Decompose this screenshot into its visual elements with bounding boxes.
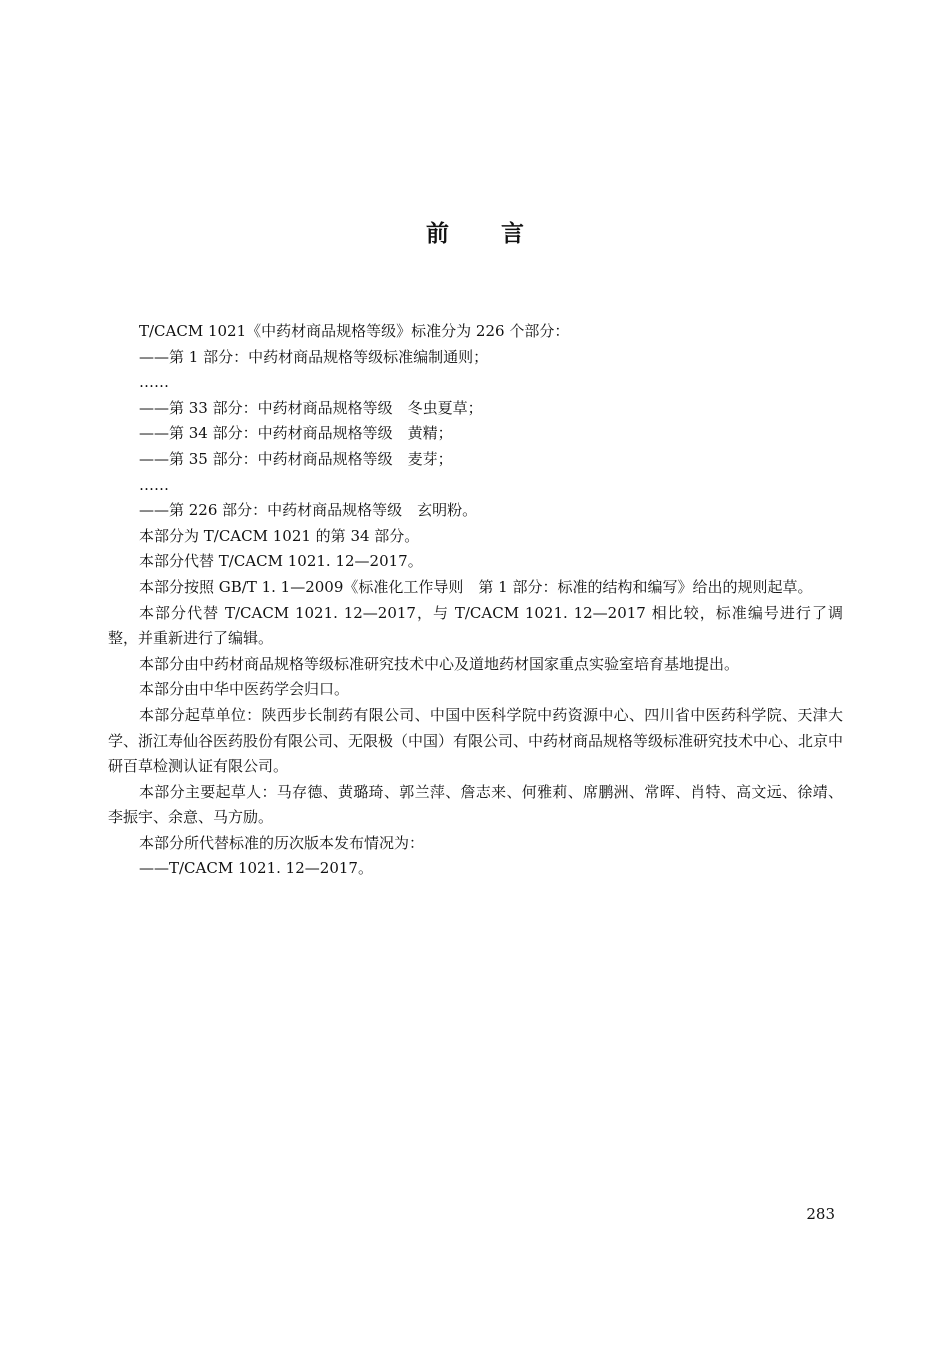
foreword-body <box>108 319 843 882</box>
paragraph-changes: 本部分代替 T/CACM 1021. 12—2017，与 T/CACM 1021. 12—2017 相比较，标准编号进行了调整，并重新进行了编辑。 <box>108 603 843 648</box>
paragraph-administrator: 本部分由中华中医药学会归口。 <box>139 680 350 699</box>
title-char-1: 前 <box>426 221 449 247</box>
part-list-item: ——第 226 部分：中药材商品规格等级 玄明粉。 <box>139 501 478 520</box>
part-list-item: ——第 34 部分：中药材商品规格等级 黄精； <box>139 424 453 443</box>
part-list-item: ——第 1 部分：中药材商品规格等级标准编制通则； <box>139 347 489 366</box>
paragraph-proposer: 本部分由中药材商品规格等级标准研究技术中心及道地药材国家重点实验室培育基地提出。 <box>139 654 740 673</box>
history-list-item: ——T/CACM 1021. 12—2017。 <box>139 859 373 878</box>
part-list-item: ——第 35 部分：中药材商品规格等级 麦芽； <box>139 449 453 468</box>
paragraph-drafting-rules: 本部分按照 GB/T 1. 1—2009《标准化工作导则 第 1 部分：标准的结构和编写》给出的规则起草。 <box>139 577 813 596</box>
page-number: 283 <box>806 1205 835 1223</box>
part-list-item: ——第 33 部分：中药材商品规格等级 冬虫夏草； <box>139 398 483 417</box>
paragraph-drafters: 本部分主要起草人：马存德、黄璐琦、郭兰萍、詹志来、何雅莉、席鹏洲、常晖、肖特、高文远、徐靖、李振宇、余意、马方励。 <box>108 782 843 827</box>
title-char-2: 言 <box>501 221 524 247</box>
paragraph-part-number: 本部分为 T/CACM 1021 的第 34 部分。 <box>139 526 420 545</box>
paragraph-replaces: 本部分代替 T/CACM 1021. 12—2017。 <box>139 552 423 571</box>
part-list-ellipsis: …… <box>139 475 169 494</box>
part-list-ellipsis: …… <box>139 373 169 392</box>
intro-paragraph: T/CACM 1021《中药材商品规格等级》标准分为 226 个部分： <box>139 322 570 340</box>
paragraph-drafting-units: 本部分起草单位：陕西步长制药有限公司、中国中医科学院中药资源中心、四川省中医药科学院、天津大学、浙江寿仙谷医药股份有限公司、无限极（中国）有限公司、中药材商品规格等级标准研究技术中心、北京中研百草检测认证有限公司。 <box>108 705 844 776</box>
page-title <box>0 218 950 250</box>
paragraph-history: 本部分所代替标准的历次版本发布情况为： <box>139 833 425 852</box>
